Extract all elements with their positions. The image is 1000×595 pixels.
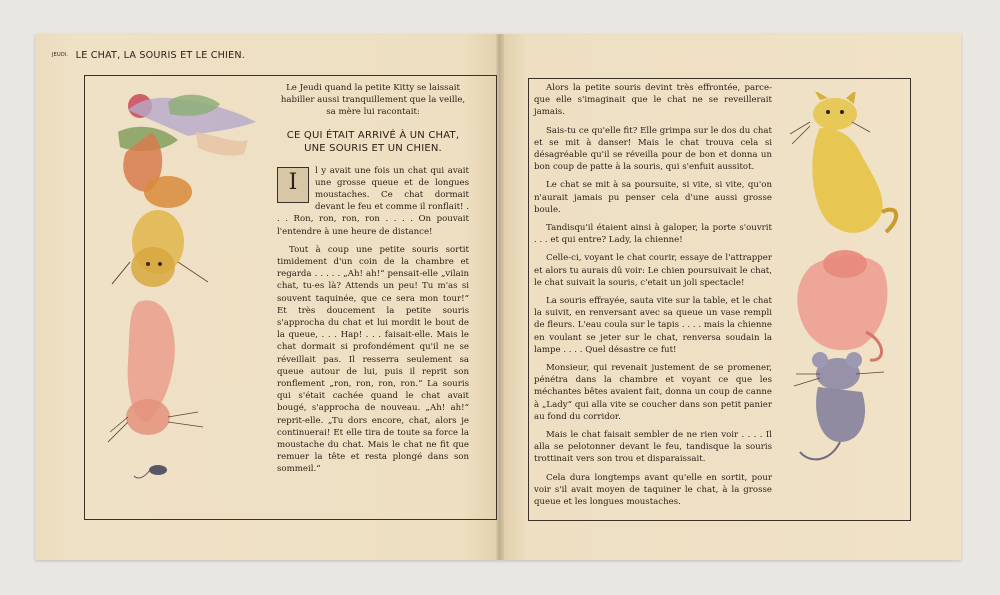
left-paragraph-2: Tout à coup une petite souris sortit timidement d'un coin de la chambre et regarda . . . . . „Ah! ah!“ pensait-elle „vilain chat, tu-es là? Attends un peu! Tu m'as si souvent taquinée, que ce sera mon tour!“ Et très doucement la petite souris s'approcha du chat et lui mordit le bout de la queue, . . . Hap! . . . faisait-elle. Mais le chat dormait si profondément qu'il ne se réveillait pas. Il resserra seulement sa queue autour de lui, puis il reprit son ronflement „ron, ron, ron, ron.“ La souris qui s'était cachée quand le chat avait bougé, s'approcha de nouveau. „Ah! ah!“ reprit-elle. „Tu dors encore, chat, alors je continuerai! Et elle tira de toute sa force la moustache du chat. Mais le chat ne fit que remuer la tête et resta plongé dans son sommeil.“ — [277, 244, 469, 475]
intro-paragraph: Le Jeudi quand la petite Kitty se laissait habiller aussi tranquillement que la veille, sa mère lui racontait: — [280, 83, 466, 118]
right-text-column — [534, 82, 772, 514]
running-head-title: LE CHAT, LA SOURIS ET LE CHIEN. — [75, 50, 245, 61]
left-text-column — [277, 82, 469, 482]
drop-cap-illustration: I — [277, 167, 309, 203]
running-head-small: JEUDI. — [52, 52, 69, 58]
right-paragraph-2: Sais-tu ce qu'elle fit? Elle grimpa sur le dos du chat et se mit à danser! Mais le chat trouva cela si désagréable qu'il se réveilla pour de bon et donna un bon coup de patte à la souris, qui s'enfuit aussitot. — [534, 125, 772, 173]
running-head — [52, 50, 245, 61]
book-gutter — [496, 34, 504, 560]
right-paragraph-7: Monsieur, qui revenait justement de se promener, pénétra dans la chambre et voyant ce que les méchantes bêtes avaient fait, donna un coup de canne à „Lady“ qui alla vite se coucher dans son petit panier au fond du corridor. — [534, 363, 772, 422]
right-paragraph-1: Alors la petite souris devint très effrontée, parce-que elle s'imaginait que le chat ne se reveillerait jamais. — [534, 83, 772, 118]
right-paragraph-3: Le chat se mit à sa poursuite, si vite, si vite, qu'on n'aurait jamais pu penser cela d'une aussi grosse boule. — [534, 180, 772, 215]
left-paragraph-1-text: l y avait une fois un chat qui avait une grosse queue et de longues moustaches. Ce chat dormait devant le feu et comme il ronflait! . . . Ron, ron, ron, ron . . . . On pouvait l'entendre à une heure de distance! — [277, 165, 469, 237]
right-paragraph-8: Mais le chat faisait sembler de ne rien voir . . . . Il alla se pelotonner devant le feu, tandisque la souris trottinait vers son trou et disparaissait. — [534, 430, 772, 465]
right-illustration — [790, 92, 905, 477]
right-paragraph-5: Celle-ci, voyant le chat courir, essaye de l'attrapper et alors tu aurais dû voir: Le chien poursuivait le chat, le chat suivait la souris, c'etait un joli spectacle! — [534, 253, 772, 288]
right-paragraph-9: Cela dura longtemps avant qu'elle en sortit, pour voir s'il avait moyen de taquiner le chat, à la grosse queue et les longues moustaches. — [534, 472, 772, 508]
right-paragraph-4: Tandisqu'il étaient ainsi à galoper, la porte s'ouvrit . . . et qui entre? Lady, la chienne! — [534, 223, 772, 246]
right-paragraph-6: La souris effrayée, sauta vite sur la table, et le chat la suivit, en renversant avec sa queue un vase rempli de fleurs. L'eau coula sur le tapis . . . . mais la chienne en voulant se jeter sur le chat, renversa soudain la lampe . . . . Quel désastre ce fut! — [534, 296, 772, 355]
chapter-title: CE QUI ÉTAIT ARRIVÉ À UN CHAT, UNE SOURIS ET UN CHIEN. — [286, 129, 460, 154]
left-illustration — [108, 92, 258, 492]
left-paragraph-1 — [277, 165, 469, 238]
